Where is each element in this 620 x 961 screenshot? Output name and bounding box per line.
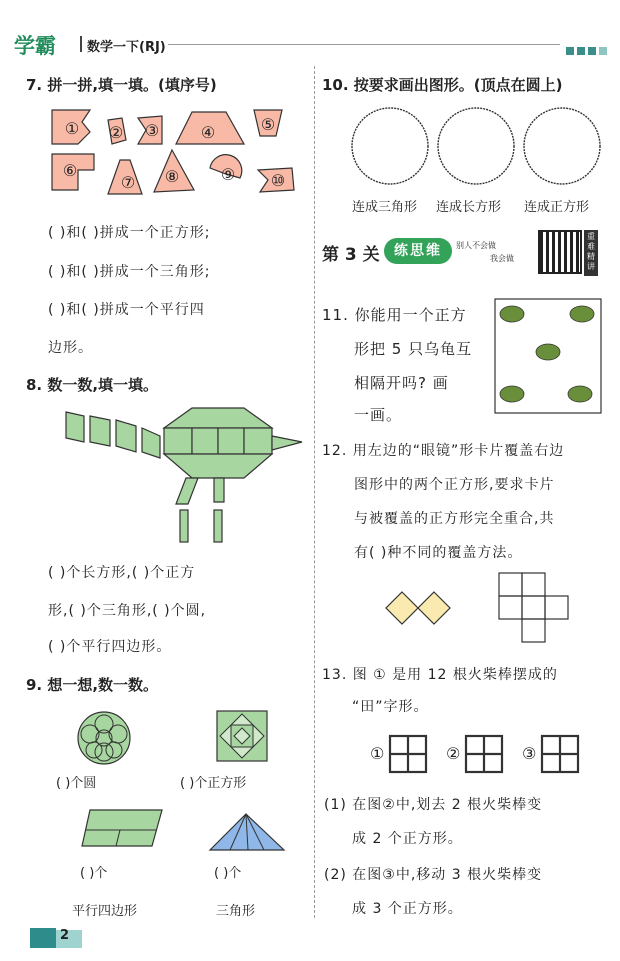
header-rule (168, 44, 560, 45)
piece-label-3: ③ (144, 121, 160, 140)
q7-pieces-figure (50, 108, 300, 198)
q9-para-caption: 平行四边形 (72, 904, 138, 919)
q7-line-3: ( )和( )拼成一个平行四 (48, 302, 205, 318)
column-divider (314, 66, 315, 918)
q7-line-1: ( )和( )拼成一个正方形; (48, 225, 211, 241)
turtle-icon (500, 306, 524, 322)
q13-sub1-line-1: (1) 在图②中,划去 2 根火柴棒变 (324, 797, 543, 813)
q9-para-blank: ( )个 (80, 866, 108, 881)
piece-label-1: ① (64, 119, 80, 138)
piece-label-6: ⑥ (62, 161, 78, 180)
q7-title: 7. 拼一拼,填一填。(填序号) (26, 76, 217, 94)
q9-squares-blank: ( )个正方形 (180, 776, 247, 791)
q12-line-1: 12. 用左边的“眼镜”形卡片覆盖右边 (322, 443, 565, 459)
q8-line-3: ( )个平行四边形。 (48, 639, 172, 655)
q13-sub1-line-2: 成 2 个正方形。 (352, 831, 463, 847)
q13-line-1: 13. 图 ① 是用 12 根火柴棒摆成的 (322, 667, 558, 683)
piece-label-9: ⑨ (220, 165, 236, 184)
turtle-icon (568, 386, 592, 402)
page-number: 2 (60, 928, 70, 943)
q11-line-3: 相隔开吗? 画 (354, 374, 449, 392)
q12-line-3: 与被覆盖的正方形完全重合,共 (354, 511, 555, 527)
turtle-icon (500, 386, 524, 402)
level-badge: 练思维 (384, 238, 452, 264)
q13-sub2-line-1: (2) 在图③中,移动 3 根火柴棒变 (324, 867, 543, 883)
q8-title: 8. 数一数,填一填。 (26, 376, 159, 394)
banner-note-1: 别人不会做 (456, 241, 496, 250)
q9-title: 9. 想一想,数一数。 (26, 676, 159, 694)
match-label-3: ③ (522, 744, 537, 763)
match-label-2: ② (446, 744, 461, 763)
book-subject: 数学一下(RJ) (87, 40, 166, 55)
q9-parallelogram-figure (80, 808, 164, 848)
level-title: 第 3 关 (322, 245, 380, 265)
q13-sub2-line-2: 成 3 个正方形。 (352, 901, 463, 917)
q9-triangle-figure (208, 812, 286, 852)
piece-label-7: ⑦ (120, 173, 136, 192)
lesson-tag: 重难精讲 (584, 230, 598, 276)
turtle-icon (570, 306, 594, 322)
piece-label-8: ⑧ (164, 167, 180, 186)
q12-line-2: 图形中的两个正方形,要求卡片 (354, 477, 555, 493)
grid-shape-figure (498, 572, 570, 644)
header-separator (80, 36, 82, 52)
q10-caption-1: 连成三角形 (352, 200, 418, 215)
q7-line-2: ( )和( )拼成一个三角形; (48, 264, 211, 280)
q8-bird-figure (64, 406, 304, 544)
q11-line-4: 一画。 (354, 406, 403, 424)
q11-turtles-box (494, 298, 602, 414)
q10-title: 10. 按要求画出图形。(顶点在圆上) (322, 76, 563, 94)
q12-line-4: 有( )种不同的覆盖方法。 (354, 545, 523, 561)
q11-line-1: 11. 你能用一个正方 (322, 306, 467, 324)
brand-logo: 学霸 (14, 34, 56, 58)
match-label-1: ① (370, 744, 385, 763)
q9-tri-caption: 三角形 (216, 904, 256, 919)
piece-label-2: ② (108, 123, 124, 142)
q8-line-2: 形,( )个三角形,( )个圆, (48, 603, 207, 619)
q9-circles-figure (76, 710, 132, 766)
glasses-card-figure (384, 590, 454, 626)
piece-label-5: ⑤ (260, 115, 276, 134)
header-dots (566, 40, 610, 59)
q8-line-1: ( )个长方形,( )个正方 (48, 565, 196, 581)
q11-line-2: 形把 5 只乌龟互 (354, 340, 473, 358)
q7-line-4: 边形。 (48, 340, 93, 356)
piece-label-4: ④ (200, 123, 216, 142)
q10-circles (350, 104, 602, 186)
qr-code-icon[interactable] (538, 230, 582, 274)
q9-circles-blank: ( )个圆 (56, 776, 97, 791)
matchstick-grid-3 (540, 734, 580, 774)
piece-label-10: ⑩ (270, 171, 286, 190)
q10-caption-2: 连成长方形 (436, 200, 502, 215)
q10-caption-3: 连成正方形 (524, 200, 590, 215)
pencil-icon (30, 928, 56, 948)
banner-note-2: 我会做 (490, 254, 514, 263)
q9-tri-blank: ( )个 (214, 866, 242, 881)
turtle-icon (536, 344, 560, 360)
q13-line-2: “田”字形。 (352, 699, 429, 715)
q9-squares-figure (216, 710, 268, 762)
matchstick-grid-1 (388, 734, 428, 774)
matchstick-grid-2 (464, 734, 504, 774)
